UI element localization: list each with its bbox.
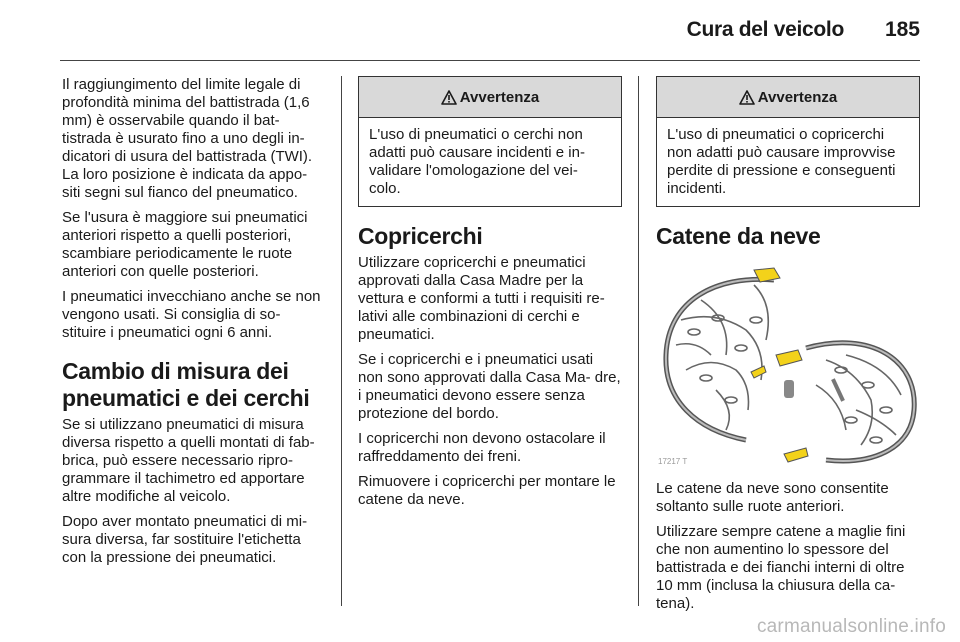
warning-triangle-icon <box>441 90 457 105</box>
snow-chain-illustration <box>656 260 920 468</box>
paragraph-tire-aging: I pneumatici invecchiano anche se non vengono usati. Si consiglia di so- stituire i pneumatici ogni 6 anni. <box>62 288 321 341</box>
paragraph-brake-cooling: I copricerchi non devono ostacolare il raffreddamento dei freni. <box>358 430 606 465</box>
warning-header <box>359 77 621 118</box>
header-divider <box>60 60 920 61</box>
column-divider-2 <box>638 76 639 606</box>
paragraph-pressure-label: Dopo aver montato pneumatici di mi- sura diversa, far sostituire l'etichetta con la pressione dei pneumatici. <box>62 513 308 566</box>
watermark: carmanualsonline.info <box>756 616 946 637</box>
paragraph-front-wheels: Le catene da neve sono consentite soltanto sulle ruote anteriori. <box>656 480 889 515</box>
snow-chain-drawing <box>656 260 920 468</box>
paragraph-tire-rotation: Se l'usura è maggiore sui pneumatici anteriori rispetto a quelli posteriori, scambiare periodicamente le ruote anteriori con quelle posteriori. <box>62 209 308 280</box>
warning-text: L'uso di pneumatici o cerchi non adatti può causare incidenti e in- validare l'omologazione del vei- colo. <box>369 126 585 197</box>
column-divider-1 <box>341 76 342 606</box>
warning-triangle-icon <box>739 90 755 105</box>
figure-number: 17217 T <box>658 457 688 466</box>
warning-box <box>358 76 622 207</box>
heading-hubcaps: Copricerchi <box>358 223 483 249</box>
paragraph-speedometer: Se si utilizzano pneumatici di misura diversa rispetto a quelli montati di fab- brica, può essere necessario ripro- grammare il tachimetro ed apportare altre modifiche al veicolo. <box>62 416 315 505</box>
page-section-title: Cura del veicolo <box>686 18 844 41</box>
warning-title: Avvertenza <box>757 88 838 106</box>
paragraph-approved-hubcaps: Utilizzare copricerchi e pneumatici approvati dalla Casa Madre per la vettura e conformi a tutti i requisiti re- lativi alle combinazioni di cerchi e pneumatici. <box>358 254 605 343</box>
heading-tire-size-change: Cambio di misura dei pneumatici e dei cerchi <box>62 358 310 411</box>
warning-header <box>657 77 919 118</box>
column-1 <box>62 76 326 574</box>
paragraph-fine-chains: Utilizzare sempre catene a maglie fini che non aumentino lo spessore del battistrada e dei fianchi interni di oltre 10 mm (inclusa la chiusura della ca- tena). <box>656 523 906 612</box>
paragraph-rim-protection: Se i copricerchi e i pneumatici usati non sono approvati dalla Casa Ma- dre, i pneumatici devono essere senza protezione del bordo. <box>358 351 621 422</box>
warning-title: Avvertenza <box>459 88 540 106</box>
page-number: 185 <box>884 18 920 41</box>
paragraph-tread-depth: Il raggiungimento del limite legale di profondità minima del battistrada (1,6 mm) è osservabile quando il bat- tistrada è usurato fino a uno degli in- dicatori di usura del battistrada (TWI). La loro posizione è indicata da appo- siti segni sul fianco del pneumatico. <box>62 76 313 201</box>
page-header <box>60 14 920 46</box>
column-2 <box>358 76 622 516</box>
column-3 <box>656 76 920 620</box>
paragraph-remove-hubcaps: Rimuovere i copricerchi per montare le catene da neve. <box>358 473 616 508</box>
warning-text: L'uso di pneumatici o copricerchi non adatti può causare improvvise perdite di pressione e conseguenti incidenti. <box>667 126 896 197</box>
heading-snow-chains: Catene da neve <box>656 223 821 249</box>
warning-box <box>656 76 920 207</box>
